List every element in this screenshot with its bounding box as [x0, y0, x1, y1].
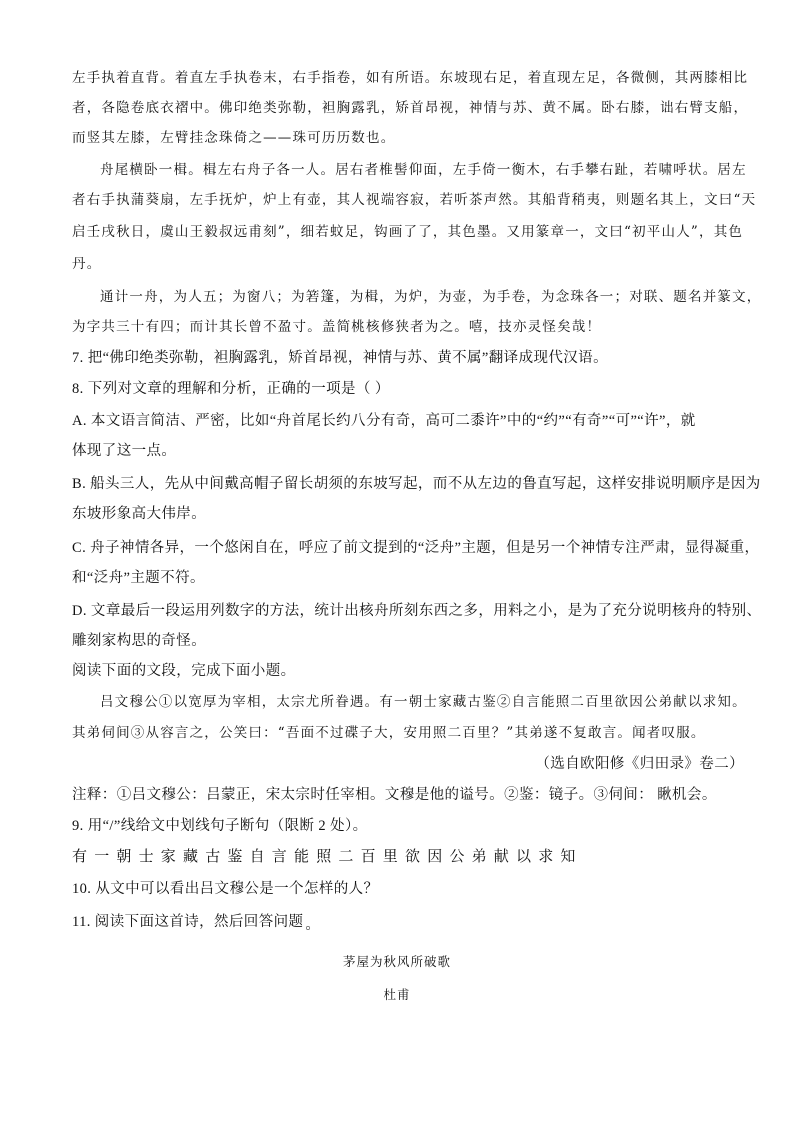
- passage1-p2-line3: 启壬戌秋日，虞山王毅叔远甫刻”，细若蚊足，钩画了了，其色墨。又用篆章一，文曰“初平山人”，其色: [72, 224, 744, 240]
- passage1-p1-line1: 左手执着直背。着直左手执卷末，右手指卷，如有所语。东坡现右足，着直现左足，各微侧，其两膝相比: [72, 70, 749, 86]
- option-c-line1: C. 舟子神情各异，一个悠闲自在，呼应了前文提到的“泛舟”主题，但是另一个神情专注严肃，显得凝重，: [72, 540, 760, 556]
- passage2-intro: 阅读下面的文段，完成下面小题。: [72, 663, 296, 679]
- option-b-line2: 东坡形象高大伟岸。: [72, 506, 207, 522]
- question-11: [72, 912, 732, 932]
- passage1-p3-line1: 通计一舟，为人五；为窗八；为箬篷，为楫，为炉，为壶，为手卷，为念珠各一；对联、题名并篆文，: [100, 289, 762, 305]
- poem-title: 茅屋为秋风所破歌: [342, 954, 451, 969]
- question-7: 7. 把“佛印绝类弥勒，袒胸露乳，矫首昂视，神情与苏、黄不属”翻译成现代汉语。: [72, 350, 608, 366]
- passage1-p2-line4: 丹。: [72, 256, 102, 272]
- passage2-line1: 吕文穆公①以宽厚为宰相，太宗尤所眷遇。有一朝士家藏古鉴②自言能照二百里欲因公弟献以求知。: [100, 694, 747, 710]
- passage1-p1-line2: 者，各隐卷底衣褶中。佛印绝类弥勒，袒胸露乳，矫首昂视，神情与苏、黄不属。卧右膝，诎右臂支船，: [72, 100, 749, 116]
- passage1-p2-line1: 舟尾横卧一楫。楫左右舟子各一人。居右者椎髻仰面，左手倚一衡木，右手攀右趾，若啸呼状。居左: [100, 162, 747, 178]
- question-8: 8. 下列对文章的理解和分析，正确的一项是（ ）: [72, 381, 390, 397]
- passage2-source: （选自欧阳修《归田录》卷二）: [535, 756, 744, 772]
- option-c-line2: 和“泛舟”主题不符。: [72, 570, 205, 586]
- option-b-line1: B. 船头三人，先从中间戴高帽子留长胡须的东坡写起，而不从左边的鲁直写起，这样安排说明顺序是因为: [72, 476, 761, 492]
- passage2-line2: 其弟伺间③从容言之，公笑曰：“吾面不过碟子大，安用照二百里？”其弟遂不复敢言。闻者叹服。: [72, 725, 706, 741]
- question-11-period: 。: [305, 917, 321, 933]
- question-10: 10. 从文中可以看出吕文穆公是一个怎样的人？: [72, 881, 379, 897]
- option-d-line1: D. 文章最后一段运用列数字的方法，统计出核舟所刻东西之多，用料之小，是为了充分说明核舟的特别、: [72, 603, 762, 619]
- question-11-text: 11. 阅读下面这首诗，然后回答问题: [72, 914, 304, 930]
- option-d-line2: 雕刻家构思的奇怪。: [72, 633, 207, 649]
- passage1-p1-line3: 而竖其左膝，左臂挂念珠倚之——珠可历历数也。: [72, 130, 396, 146]
- passage1-p2-line2: 者右手执蒲葵扇，左手抚炉，炉上有壶，其人视端容寂，若听茶声然。其船背稍夷，则题名其上，文曰“天: [72, 192, 757, 208]
- passage1-p3-line2: 为字共三十有四；而计其长曾不盈寸。盖简桃核修狭者为之。嘻，技亦灵怪矣哉！: [72, 319, 602, 335]
- poem-author: 杜甫: [383, 987, 411, 1002]
- option-a-line2: 体现了这一点。: [72, 443, 177, 459]
- question-9: 9. 用“/”线给文中划线句子断句（限断 2 处）。: [72, 818, 368, 834]
- passage2-notes: 注释：①吕文穆公：吕蒙正，宋太宗时任宰相。文穆是他的谥号。②鉴：镜子。③伺间： 瞅机会。: [72, 787, 717, 803]
- question-9-sentence: 有一朝士家藏古鉴自言能照二百里欲因公弟献以求知: [72, 849, 583, 865]
- option-a-line1: A. 本文语言简洁、严密，比如“舟首尾长约八分有奇，高可二黍许”中的“约”“有奇”“可”“许”，就: [72, 413, 696, 429]
